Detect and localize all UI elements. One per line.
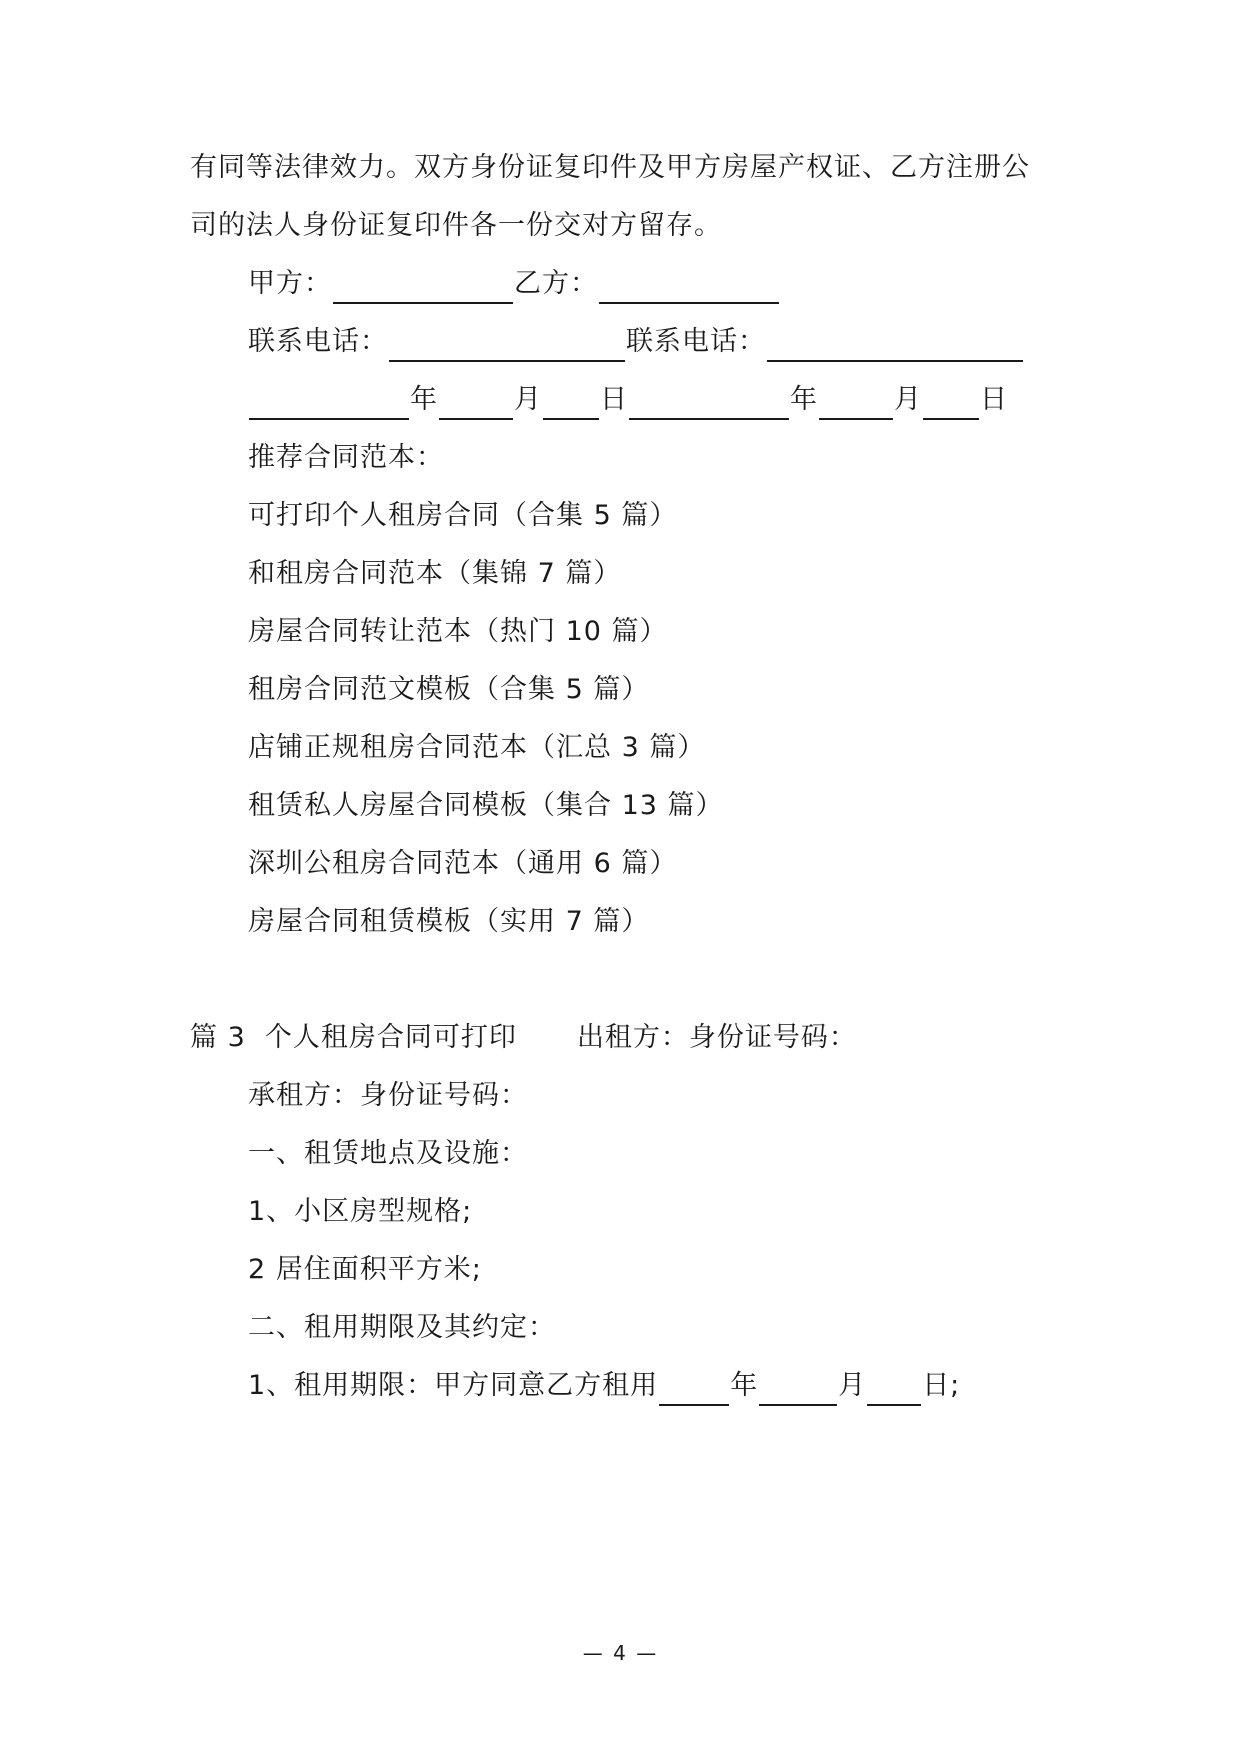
lessor-line: 出租方：身份证号码： bbox=[576, 1022, 857, 1053]
clause-2-heading: 二、租用期限及其约定： bbox=[248, 1312, 556, 1343]
date-b-year-blank bbox=[629, 388, 789, 420]
party-b-blank bbox=[599, 272, 779, 304]
lease-day: 日; bbox=[922, 1370, 961, 1401]
recommend-link[interactable]: 店铺正规租房合同范本（汇总 3 篇） bbox=[248, 732, 706, 763]
date-b-day: 日 bbox=[980, 384, 1008, 415]
lease-month: 月 bbox=[838, 1370, 867, 1401]
recommend-link[interactable]: 房屋合同转让范本（热门 10 篇） bbox=[248, 616, 668, 647]
recommend-link[interactable]: 房屋合同租赁模板（实用 7 篇） bbox=[248, 906, 650, 937]
lease-term-row bbox=[248, 1366, 960, 1406]
date-b-month: 月 bbox=[894, 384, 922, 415]
lease-year-blank bbox=[659, 1374, 729, 1406]
date-a-year: 年 bbox=[410, 384, 438, 415]
party-a-label: 甲方： bbox=[248, 268, 332, 299]
recommend-link[interactable]: 和租房合同范本（集锦 7 篇） bbox=[248, 558, 622, 589]
date-a-day: 日 bbox=[600, 384, 628, 415]
clause-1-heading: 一、租赁地点及设施： bbox=[248, 1138, 528, 1169]
lease-day-blank bbox=[867, 1374, 921, 1406]
recommend-link[interactable]: 深圳公租房合同范本（通用 6 篇） bbox=[248, 848, 678, 879]
date-b-day-blank bbox=[923, 388, 979, 420]
party-a-blank bbox=[333, 272, 513, 304]
section3-title-row bbox=[190, 1018, 857, 1058]
clause-1-item-1: 1、小区房型规格; bbox=[248, 1196, 473, 1227]
recommend-heading: 推荐合同范本： bbox=[248, 442, 444, 473]
phone-b-label: 联系电话： bbox=[626, 326, 766, 357]
intro-line-1: 有同等法律效力。双方身份证复印件及甲方房屋产权证、乙方注册公 bbox=[190, 152, 1030, 183]
recommend-link[interactable]: 租房合同范文模板（合集 5 篇） bbox=[248, 674, 650, 705]
lease-year: 年 bbox=[730, 1370, 759, 1401]
party-b-label: 乙方： bbox=[514, 268, 598, 299]
date-a-month: 月 bbox=[514, 384, 542, 415]
date-a-year-blank bbox=[249, 388, 409, 420]
lease-term-label: 1、租用期限：甲方同意乙方租用 bbox=[248, 1370, 659, 1401]
date-a-month-blank bbox=[439, 388, 513, 420]
date-a-day-blank bbox=[543, 388, 599, 420]
phone-a-blank bbox=[389, 330, 625, 362]
date-b-month-blank bbox=[819, 388, 893, 420]
party-signature-row bbox=[248, 264, 780, 304]
lease-month-blank bbox=[759, 1374, 837, 1406]
section3-title: 篇 3 个人租房合同可打印 bbox=[190, 1022, 517, 1053]
clause-1-item-2: 2 居住面积平方米; bbox=[248, 1254, 482, 1285]
phone-a-label: 联系电话： bbox=[248, 326, 388, 357]
date-row bbox=[248, 380, 1008, 420]
date-b-year: 年 bbox=[790, 384, 818, 415]
lessee-line: 承租方：身份证号码： bbox=[248, 1080, 528, 1111]
phone-row bbox=[248, 322, 1024, 362]
recommend-link[interactable]: 可打印个人租房合同（合集 5 篇） bbox=[248, 500, 678, 531]
recommend-link[interactable]: 租赁私人房屋合同模板（集合 13 篇） bbox=[248, 790, 724, 821]
intro-line-2: 司的法人身份证复印件各一份交对方留存。 bbox=[190, 210, 722, 241]
page-number: — 4 — bbox=[582, 1641, 659, 1665]
phone-b-blank bbox=[767, 330, 1023, 362]
